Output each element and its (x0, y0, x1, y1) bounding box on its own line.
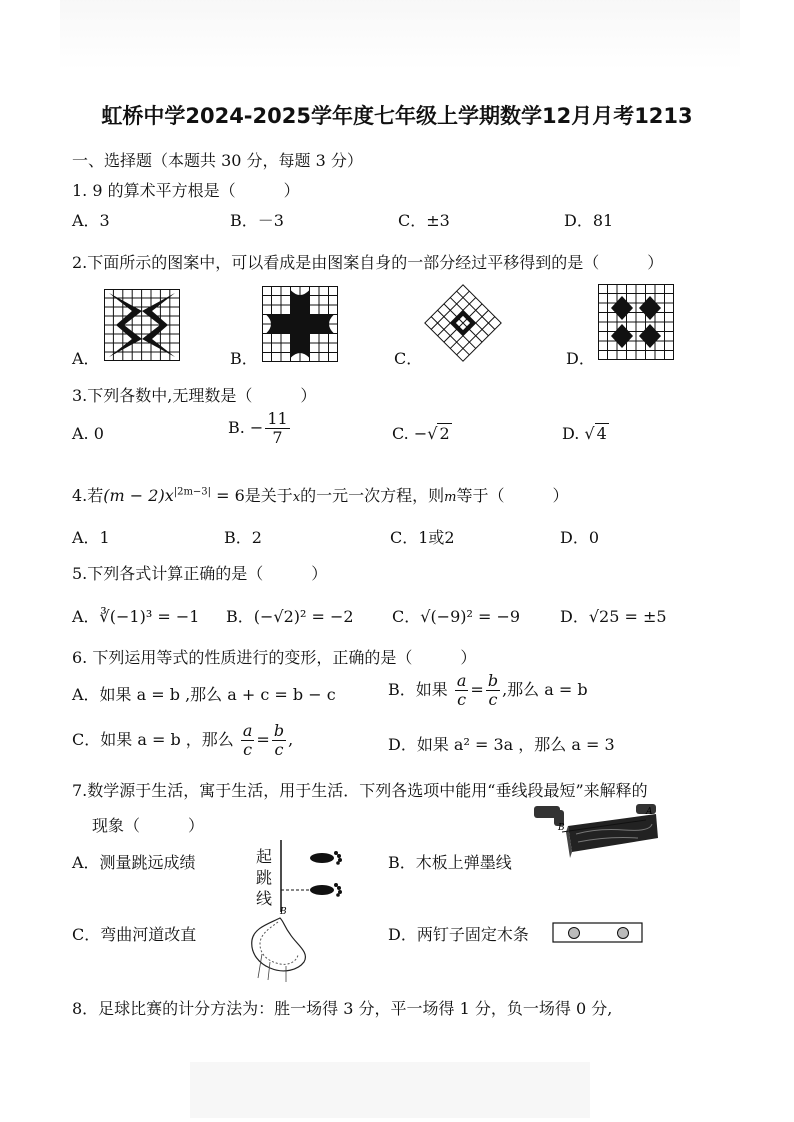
q5-stem: 5.下列各式计算正确的是（ ） (72, 564, 328, 583)
q2-stem: 2.下面所示的图案中，可以看成是由图案自身的一部分经过平移得到的是（ ） (72, 253, 664, 272)
q6-option-c: C．如果 a = b ，那么 $\frac{a}{c}$ = $\frac{b}{c}$ , (72, 721, 294, 759)
q3-b-numerator: 11 (267, 409, 288, 428)
page-top-shadow (60, 0, 740, 70)
q4-stem-end: 等于（ ） (456, 486, 569, 505)
q7-option-d: D．两钉子固定木条 (388, 925, 529, 944)
q3-option-d (562, 424, 609, 443)
q6-c-fraction-right (272, 722, 286, 759)
river-figure (240, 904, 312, 984)
q6-b-left-den: c (457, 690, 467, 709)
q4-stem-part2: = 6是关于 (211, 486, 293, 505)
q6-option-d: D．如果 a² = 3a ，那么 a = 3 (388, 735, 615, 754)
q3-option-d-radicand: 4 (596, 424, 607, 443)
q6-b-right-den: c (488, 690, 498, 709)
q7-stem-line2: 现象（ ） (92, 816, 205, 835)
q2-pattern-c (424, 284, 502, 362)
footprint-top (310, 851, 342, 865)
wood-strip-figure (552, 922, 644, 944)
q4-stem-part3: 的一元一次方程，则 (300, 486, 445, 505)
q1-option-d: D．81 (564, 211, 614, 230)
q5-option-b: B．(−√2)² = −2 (226, 607, 354, 626)
q2-option-a: A． (72, 349, 100, 368)
q6-c-left-num: a (242, 721, 253, 740)
q4-exponent: |2m−3| (173, 486, 212, 498)
q6-option-b: B．如果 $\frac{a}{c}$ = $\frac{b}{c}$ ,那么 a = b (388, 671, 588, 709)
board-point-b: B (558, 823, 565, 833)
q4-expression: (m − 2)x (103, 486, 174, 505)
q2-pattern-d (598, 284, 674, 360)
start-line-char-2: 跳 (256, 868, 273, 887)
q3-option-b-fraction (265, 410, 289, 447)
q6-c-fraction-left (241, 722, 255, 759)
q6-option-b-suffix: ,那么 a = b (502, 680, 588, 699)
q4-option-a: A．1 (72, 528, 110, 547)
q3-option-c-radicand: 2 (439, 424, 450, 443)
q6-stem: 6. 下列运用等式的性质进行的变形，正确的是（ ） (72, 648, 477, 667)
q3-option-a: A. 0 (72, 424, 104, 443)
q6-c-right-num: b (273, 721, 285, 740)
board-point-a: A (646, 807, 653, 817)
q6-option-c-prefix: C．如果 a = b ，那么 (72, 730, 234, 749)
q2-option-c: C． (394, 349, 423, 368)
q4-stem-prefix: 4.若 (72, 486, 104, 505)
q5-option-a: A．∛(−1)³ = −1 (72, 607, 200, 626)
q6-option-c-suffix: , (288, 730, 294, 749)
q2-option-b: B． (230, 349, 258, 368)
q4-option-d: D．0 (560, 528, 600, 547)
page-bottom-shadow (190, 1062, 590, 1118)
q6-c-right-den: c (274, 740, 284, 759)
q5-option-d: D．√25 = ±5 (560, 607, 667, 626)
q3-option-c (392, 424, 452, 443)
q1-stem: 1. 9 的算术平方根是（ ） (72, 181, 300, 200)
q6-c-left-den: c (243, 740, 253, 759)
board-chalk-line-figure (528, 800, 664, 864)
q7-option-c: C．弯曲河道改直 (72, 925, 197, 944)
q4-var-m: m (444, 490, 457, 505)
q3-option-c-label: C. −√ (392, 424, 438, 443)
q3-stem: 3.下列各数中,无理数是（ ） (72, 386, 317, 405)
q6-option-a: A．如果 a = b ,那么 a + c = b − c (72, 685, 336, 704)
river-point-b: B (280, 907, 287, 917)
q4-var-x: x (292, 490, 301, 505)
start-line-char-1: 起 (256, 847, 273, 866)
q7-option-b: B．木板上弹墨线 (388, 853, 512, 872)
q1-option-c: C．±3 (398, 211, 450, 230)
q6-b-right-num: b (487, 671, 499, 690)
q7-option-a: A．测量跳远成绩 (72, 853, 196, 872)
nail-icon-right (618, 928, 629, 939)
q4-option-c: C．1或2 (390, 528, 455, 547)
q4-option-b: B．2 (224, 528, 262, 547)
q3-b-denominator: 7 (272, 428, 283, 447)
q2-pattern-b (262, 286, 338, 362)
q1-option-b: B．－3 (230, 211, 284, 230)
q8-stem: 8．足球比赛的计分方法为：胜一场得 3 分，平一场得 1 分，负一场得 0 分, (72, 999, 613, 1018)
q6-b-fraction-left (455, 672, 469, 709)
q6-option-b-prefix: B．如果 (388, 680, 448, 699)
q6-b-fraction-right (486, 672, 500, 709)
q3-option-b (228, 410, 292, 447)
nail-icon-left (569, 928, 580, 939)
q1-option-a: A．3 (72, 211, 110, 230)
q7-stem-line1: 7.数学源于生活，寓于生活，用于生活．下列各选项中能用“垂线段最短”来解释的 (72, 781, 648, 800)
q2-pattern-a (104, 289, 180, 361)
section-heading: 一、选择题（本题共 30 分，每题 3 分） (72, 151, 363, 170)
footprint-bottom (310, 883, 342, 897)
q6-b-left-num: a (456, 671, 467, 690)
q4-stem (72, 483, 569, 506)
start-line-char-3: 线 (256, 889, 273, 908)
q3-option-d-label: D. √ (562, 424, 595, 443)
q5-option-c: C．√(−9)² = −9 (392, 607, 521, 626)
q2-option-d: D． (566, 349, 595, 368)
start-line-label (256, 846, 276, 909)
q3-option-b-label: B. − (228, 418, 264, 437)
page-title: 虹桥中学2024-2025学年度七年级上学期数学12月月考1213 (101, 104, 693, 128)
